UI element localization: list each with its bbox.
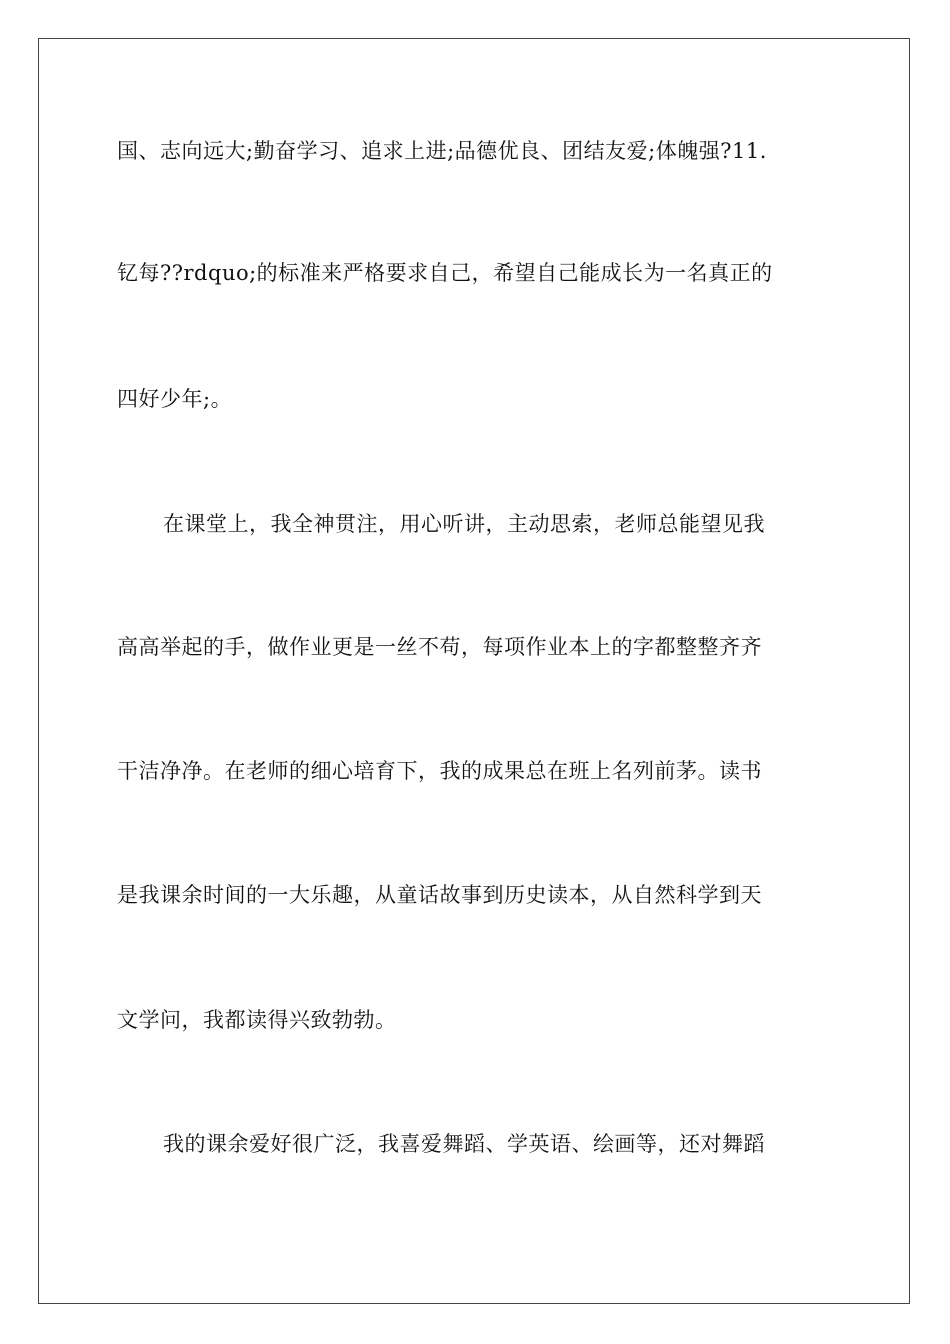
paragraph-2-line-2: 高高举起的手，做作业更是一丝不苟，每项作业本上的字都整整齐齐 [117, 635, 762, 659]
paragraph-2-line-1: 在课堂上，我全神贯注，用心听讲，主动思索，老师总能望见我 [163, 512, 765, 536]
paragraph-2-line-3: 干洁净净。在老师的细心培育下，我的成果总在班上名列前茅。读书 [117, 759, 762, 783]
text-line-3: 四好少年;。 [117, 387, 233, 411]
paragraph-3-line-1: 我的课余爱好很广泛，我喜爱舞蹈、学英语、绘画等，还对舞蹈 [163, 1132, 765, 1156]
paragraph-2-line-4: 是我课余时间的一大乐趣，从童话故事到历史读本，从自然科学到天 [117, 883, 762, 907]
paragraph-2-line-5: 文学问，我都读得兴致勃勃。 [117, 1008, 397, 1032]
text-line-1: 国、志向远大;勤奋学习、追求上进;品德优良、团结友爱;体魄强?11. [117, 139, 767, 163]
page-border [38, 38, 910, 1304]
text-line-2: 钇每??rdquo;的标准来严格要求自己，希望自己能成长为一名真正的 [117, 261, 773, 285]
